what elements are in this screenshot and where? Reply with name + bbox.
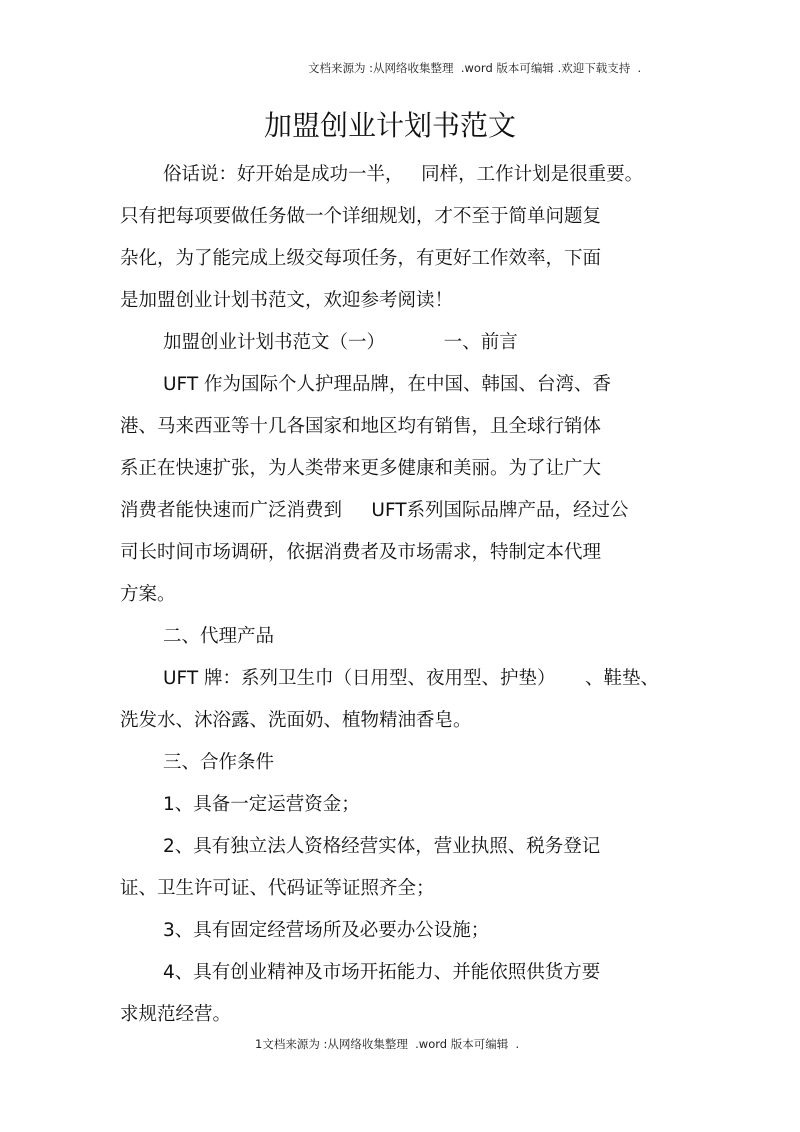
paragraph-line: 只有把每项要做任务做一个详细规划，才不至于简单问题复: [120, 206, 602, 227]
paragraph-line: 是加盟创业计划书范文，欢迎参考阅读！: [120, 290, 454, 311]
paragraph-line: 三、合作条件: [163, 752, 275, 773]
paragraph-line: 求规范经营。: [120, 1004, 232, 1025]
page-footer: 1文档来源为 :从网络收集整理 .word 版本可编辑 .: [255, 1037, 520, 1051]
paragraph-line: 1、具备一定运营资金；: [163, 794, 360, 815]
paragraph-line: UFT 作为国际个人护理品牌，在中国、韩国、台湾、香: [163, 374, 612, 395]
paragraph-line: 方案。: [120, 584, 176, 605]
paragraph-line: 消费者能快速而广泛消费到 UFT系列国际品牌产品，经过公: [120, 500, 629, 521]
paragraph-line: UFT 牌：系列卫生巾（日用型、夜用型、护垫） 、鞋垫、: [163, 668, 659, 689]
paragraph-line: 4、具有创业精神及市场开拓能力、并能依照供货方要: [163, 962, 601, 983]
paragraph-line: 3、具有固定经营场所及必要办公设施；: [163, 920, 490, 941]
paragraph-line: 洗发水、沐浴露、洗面奶、植物精油香皂。: [120, 710, 472, 731]
paragraph-line: 2、具有独立法人资格经营实体，营业执照、税务登记: [163, 836, 601, 857]
paragraph-line: 俗话说：好开始是成功一半， 同样，工作计划是很重要。: [163, 164, 644, 185]
paragraph-line: 系正在快速扩张，为人类带来更多健康和美丽。为了让广大: [120, 458, 602, 479]
paragraph-line: 二、代理产品: [163, 626, 275, 647]
paragraph-line: 港、马来西亚等十几各国家和地区均有销售，且全球行销体: [120, 416, 602, 437]
page-header: 文档来源为 :从网络收集整理 .word 版本可编辑 .欢迎下载支持 .: [308, 61, 642, 75]
paragraph-line: 杂化，为了能完成上级交每项任务，有更好工作效率，下面: [120, 248, 602, 269]
paragraph-line: 加盟创业计划书范文（一） 一、前言: [163, 332, 518, 353]
paragraph-line: 证、卫生许可证、代码证等证照齐全；: [120, 878, 435, 899]
paragraph-line: 司长时间市场调研，依据消费者及市场需求，特制定本代理: [120, 542, 602, 563]
document-title: 加盟创业计划书范文: [263, 109, 516, 142]
